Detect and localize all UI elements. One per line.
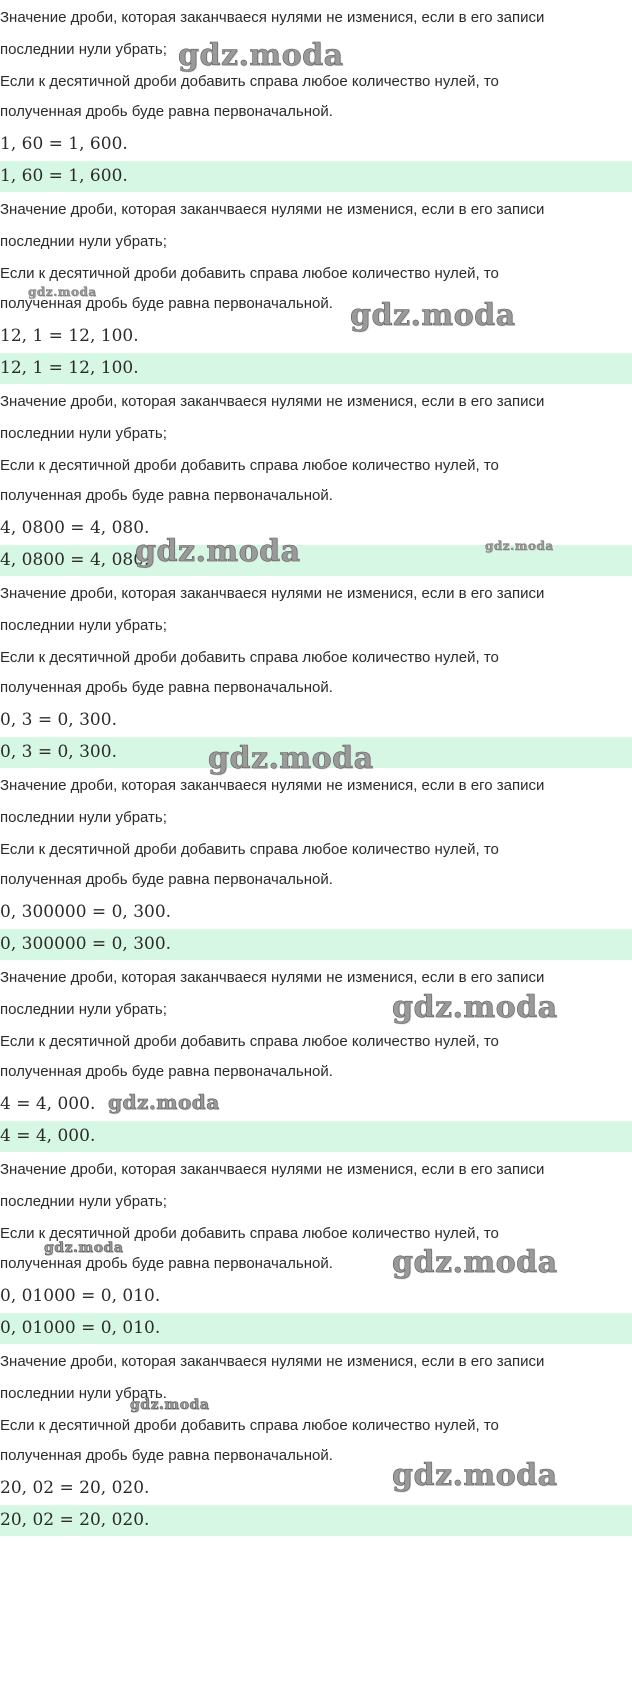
- rule-text-line-3: Если к десятичной дроби добавить справа любое количество нулей, то: [0, 1033, 499, 1050]
- rule-text-line-4: полученная дробь буде равна первоначальной.: [0, 679, 333, 696]
- solution-block-6: [0, 960, 632, 1152]
- highlighted-equation: 4, 0800 = 4, 080.: [0, 550, 150, 570]
- rule-text-line-4: полученная дробь буде равна первоначальной.: [0, 103, 333, 120]
- equation: 0, 300000 = 0, 300.: [0, 902, 172, 922]
- rule-text-line-2: последнии нули убрать;: [0, 617, 167, 634]
- watermark-logo: gdz.moda: [178, 38, 344, 73]
- watermark-logo: gdz.moda: [485, 539, 554, 553]
- equation: 12, 1 = 12, 100.: [0, 326, 139, 346]
- rule-text-line-1: Значение дроби, которая заканчваеся нулями не изменися, если в его записи: [0, 201, 545, 218]
- equation: 0, 3 = 0, 300.: [0, 710, 117, 730]
- equation: 0, 01000 = 0, 010.: [0, 1286, 161, 1306]
- highlighted-equation: 20, 02 = 20, 020.: [0, 1510, 150, 1530]
- solution-block-2: [0, 192, 632, 384]
- watermark-logo: gdz.moda: [392, 1245, 558, 1280]
- rule-text-line-2: последнии нули убрать;: [0, 1193, 167, 1210]
- rule-text-line-3: Если к десятичной дроби добавить справа любое количество нулей, то: [0, 457, 499, 474]
- rule-text-line-4: полученная дробь буде равна первоначальной.: [0, 1447, 333, 1464]
- equation: 1, 60 = 1, 600.: [0, 134, 128, 154]
- rule-text-line-1: Значение дроби, которая заканчваеся нулями не изменися, если в его записи: [0, 585, 545, 602]
- watermark-logo: gdz.moda: [135, 534, 301, 569]
- highlighted-answer-row: [0, 353, 632, 384]
- highlighted-equation: 0, 300000 = 0, 300.: [0, 934, 172, 954]
- rule-text-line-4: полученная дробь буде равна первоначальной.: [0, 487, 333, 504]
- rule-text-line-3: Если к десятичной дроби добавить справа любое количество нулей, то: [0, 73, 499, 90]
- watermark-logo: gdz.moda: [208, 741, 374, 776]
- watermark-logo: gdz.moda: [44, 1240, 124, 1256]
- rule-text-line-3: Если к десятичной дроби добавить справа любое количество нулей, то: [0, 1417, 499, 1434]
- rule-text-line-2: последнии нули убрать;: [0, 425, 167, 442]
- watermark-logo: gdz.moda: [392, 990, 558, 1025]
- highlighted-equation: 0, 01000 = 0, 010.: [0, 1318, 161, 1338]
- watermark-logo: gdz.moda: [28, 285, 97, 299]
- rule-text-line-4: полученная дробь буде равна первоначальной.: [0, 1255, 333, 1272]
- rule-text-line-1: Значение дроби, которая заканчваеся нулями не изменися, если в его записи: [0, 1161, 545, 1178]
- highlighted-answer-row: [0, 1121, 632, 1152]
- rule-text-line-1: Значение дроби, которая заканчваеся нулями не изменися, если в его записи: [0, 969, 545, 986]
- watermark-logo: gdz.moda: [130, 1397, 210, 1413]
- rule-text-line-1: Значение дроби, которая заканчваеся нулями не изменися, если в его записи: [0, 1353, 545, 1370]
- watermark-logo: gdz.moda: [392, 1458, 558, 1493]
- highlighted-equation: 1, 60 = 1, 600.: [0, 166, 128, 186]
- rule-text-line-2: последнии нули убрать;: [0, 41, 167, 58]
- rule-text-line-3: Если к десятичной дроби добавить справа любое количество нулей, то: [0, 265, 499, 282]
- highlighted-answer-row: [0, 161, 632, 192]
- rule-text-line-3: Если к десятичной дроби добавить справа любое количество нулей, то: [0, 1225, 499, 1242]
- rule-text-line-1: Значение дроби, которая заканчваеся нулями не изменися, если в его записи: [0, 9, 545, 26]
- rule-text-line-4: полученная дробь буде равна первоначальной.: [0, 295, 333, 312]
- equation: 20, 02 = 20, 020.: [0, 1478, 150, 1498]
- rule-text-line-2: последнии нули убрать;: [0, 1001, 167, 1018]
- solution-block-1: [0, 0, 632, 192]
- solution-block-3: [0, 384, 632, 576]
- highlighted-answer-row: [0, 1505, 632, 1536]
- rule-text-line-3: Если к десятичной дроби добавить справа любое количество нулей, то: [0, 649, 499, 666]
- highlighted-answer-row: [0, 545, 632, 576]
- rule-text-line-1: Значение дроби, которая заканчваеся нулями не изменися, если в его записи: [0, 777, 545, 794]
- highlighted-answer-row: [0, 1313, 632, 1344]
- rule-text-line-4: полученная дробь буде равна первоначальной.: [0, 871, 333, 888]
- equation: 4 = 4, 000.: [0, 1094, 96, 1114]
- highlighted-equation: 4 = 4, 000.: [0, 1126, 96, 1146]
- solution-block-4: [0, 576, 632, 776]
- watermark-logo: gdz.moda: [350, 298, 516, 333]
- solution-block-5: [0, 768, 632, 960]
- rule-text-line-1: Значение дроби, которая заканчваеся нулями не изменися, если в его записи: [0, 393, 545, 410]
- rule-text-line-4: полученная дробь буде равна первоначальной.: [0, 1063, 333, 1080]
- solution-block-8: [0, 1344, 632, 1536]
- highlighted-equation: 12, 1 = 12, 100.: [0, 358, 139, 378]
- rule-text-line-2: последнии нули убрать;: [0, 233, 167, 250]
- highlighted-answer-row: [0, 737, 632, 768]
- highlighted-equation: 0, 3 = 0, 300.: [0, 742, 117, 762]
- solution-block-7: [0, 1152, 632, 1344]
- rule-text-line-2: последнии нули убрать;: [0, 809, 167, 826]
- watermark-logo: gdz.moda: [108, 1090, 220, 1114]
- highlighted-answer-row: [0, 929, 632, 960]
- equation: 4, 0800 = 4, 080.: [0, 518, 150, 538]
- rule-text-line-3: Если к десятичной дроби добавить справа любое количество нулей, то: [0, 841, 499, 858]
- rule-text-line-2: последнии нули убрать.: [0, 1385, 167, 1402]
